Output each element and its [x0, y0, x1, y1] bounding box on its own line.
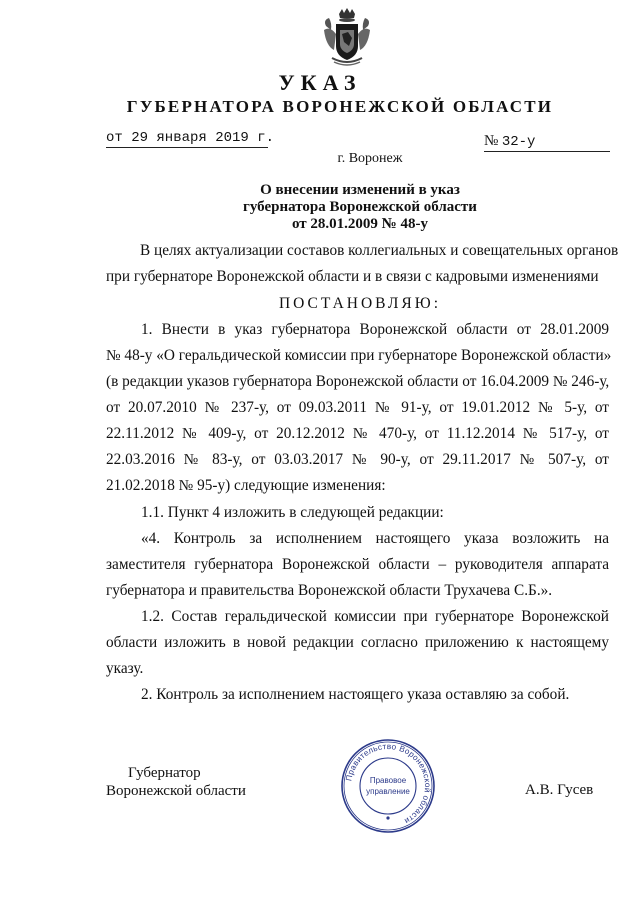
official-seal-stamp	[340, 738, 436, 834]
document-city: г. Воронеж	[337, 151, 403, 166]
preamble-line: В целях актуализации составов коллегиальных и совещательных органов	[140, 242, 619, 259]
document-number: 32-у	[501, 134, 536, 150]
body-line: 22.11.2012 № 409-у, от 20.12.2012 № 470-у, от 11.12.2014 № 517-у, от	[106, 425, 609, 442]
document-date: от 29 января 2019 г.	[106, 130, 275, 146]
heading-line: губернатора Воронежской области	[243, 199, 477, 215]
stamp-inner-text-line: управление	[366, 787, 410, 796]
body-line: 1. Внести в указ губернатора Воронежской области от 28.01.2009	[141, 321, 609, 338]
heading-line: О внесении изменений в указ	[260, 182, 460, 198]
stamp-inner-text-line: Правовое	[369, 776, 407, 785]
document-number-field	[484, 133, 610, 152]
coat-of-arms-emblem	[322, 8, 372, 68]
signatory-position	[106, 764, 246, 800]
body-line: 1.1. Пункт 4 изложить в следующей редакции:	[141, 504, 444, 521]
body-line: от 20.07.2010 № 237-у, от 09.03.2011 № 91-у, от 19.01.2012 № 5-у, от	[106, 399, 609, 416]
body-line: 1.2. Состав геральдической комиссии при губернаторе Воронежской	[141, 608, 609, 625]
decree-word: ПОСТАНОВЛЯЮ:	[278, 295, 442, 312]
preamble-line: при губернаторе Воронежской области и в связи с кадровыми изменениями	[106, 268, 599, 285]
body-line: указу.	[106, 660, 144, 677]
number-sign: №	[484, 133, 499, 149]
body-line: 2. Контроль за исполнением настоящего указа оставляю за собой.	[141, 686, 570, 703]
body-line: «4. Контроль за исполнением настоящего указа возложить на	[141, 530, 609, 547]
document-title: УКАЗ	[278, 70, 362, 95]
body-line: заместителя губернатора Воронежской области – руководителя аппарата	[106, 556, 609, 573]
body-line: (в редакции указов губернатора Воронежской области от 16.04.2009 № 246-у,	[106, 373, 610, 390]
signatory-position-line: Воронежской области	[106, 783, 246, 799]
signatory-name: А.В. Гусев	[525, 782, 594, 798]
stamp-outer-text: Правительство Воронежской области	[344, 741, 433, 826]
body-line: № 48-у «О геральдической комиссии при губернаторе Воронежской области»	[106, 347, 612, 364]
stamp-star-icon	[386, 816, 389, 819]
document-issuer: ГУБЕРНАТОРА ВОРОНЕЖСКОЙ ОБЛАСТИ	[126, 97, 554, 116]
body-line: 21.02.2018 № 95-у) следующие изменения:	[106, 477, 386, 494]
body-line: 22.03.2016 № 83-у, от 03.03.2017 № 90-у, от 29.11.2017 № 507-у, от	[106, 451, 609, 468]
document-heading	[0, 182, 640, 233]
body-line: области изложить в новой редакции согласно приложению к настоящему	[106, 634, 609, 651]
signatory-position-line: Губернатор	[128, 765, 201, 781]
body-line: губернатора и правительства Воронежской области Трухачева С.Б.».	[106, 582, 553, 599]
heading-line: от 28.01.2009 № 48-у	[292, 216, 428, 232]
stamp-inner-ring	[360, 758, 416, 814]
